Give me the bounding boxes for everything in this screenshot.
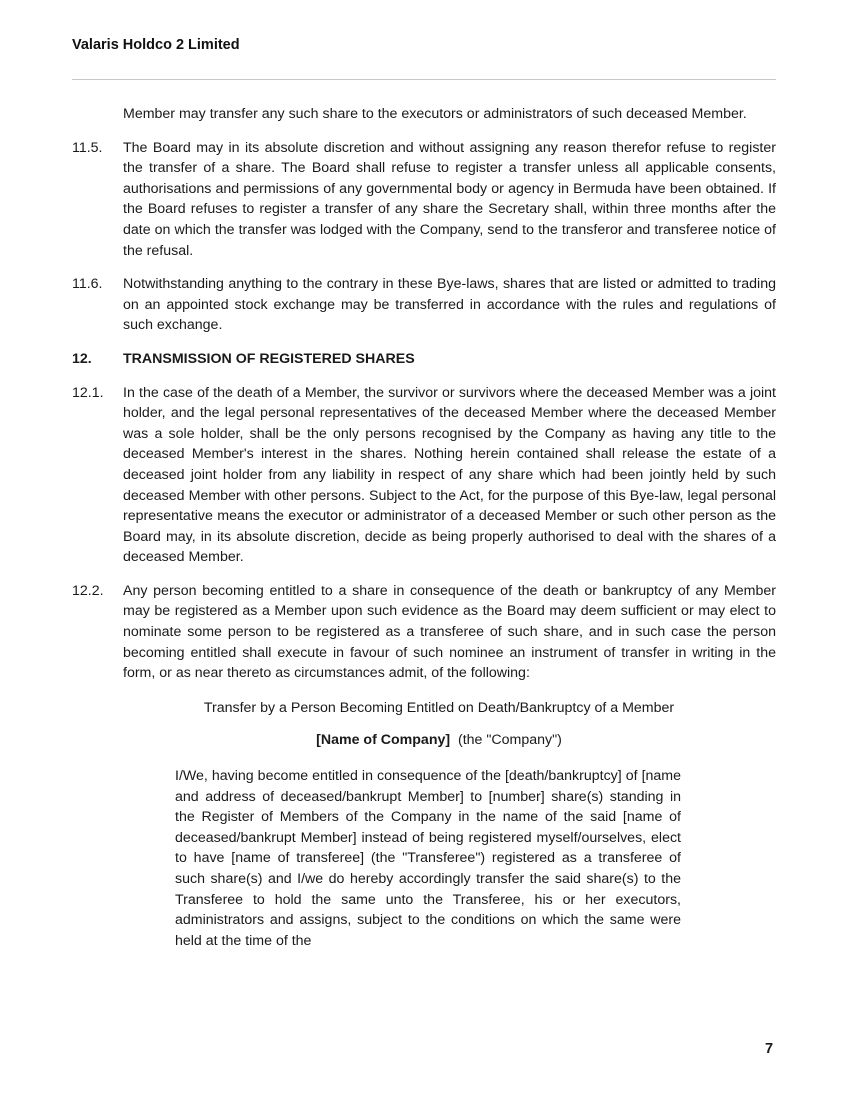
paragraph-number: 11.6. [72, 276, 103, 293]
paragraph-text: Notwithstanding anything to the contrary in these Bye-laws, shares that are listed or admitted to trading on an appointed stock exchange may be transferred in accordance with the rules and regulations of such exchange. [123, 276, 776, 334]
header-divider [72, 79, 776, 80]
paragraph-number: 12.1. [72, 384, 104, 401]
form-company-suffix: (the "Company") [458, 732, 562, 749]
document-header: Valaris Holdco 2 Limited [72, 37, 240, 53]
paragraph-text: Any person becoming entitled to a share in consequence of the death or bankruptcy of any Member may be registered as a Member upon such evidence as the Board may deem sufficient or may elect to nominate some person to be registered as a transferee of such share, and in such case the person becoming entitled shall execute in favour of such nominee an instrument of transfer in writing in the form, or as near thereto as circumstances admit, of the following: [123, 582, 776, 682]
paragraph-text: In the case of the death of a Member, the survivor or survivors where the deceased Member was a joint holder, and the legal personal representatives of the deceased Member where the deceased Member was a sole holder, shall be the only persons recognised by the Company as having any title to the deceased Member's interest in the shares. Nothing herein contained shall release the estate of a deceased joint holder from any liability in respect of any share which had been jointly held by such deceased Member with other persons. Subject to the Act, for the purpose of this Bye-law, legal personal representative means the executor or administrator of a deceased Member or such other person as the Board may, in its absolute discretion, decide as being properly authorised to deal with the shares of a deceased Member. [123, 384, 776, 566]
form-title: Transfer by a Person Becoming Entitled on Death/Bankruptcy of a Member [203, 699, 675, 716]
form-body: I/We, having become entitled in consequence of the [death/bankruptcy] of [name and address of deceased/bankrupt Member] to [number] share(s) standing in the Register of Members of the Company in the name of the said [name of deceased/bankrupt Member] instead of being registered myself/ourselves, elect to have [name of transferee] (the "Transferee") registered as a transferee of such share(s) and I/we do hereby accordingly transfer the said share(s) to the Transferee to hold the same unto the Transferee, his or her executors, administrators and assigns, subject to the conditions on which the same were held at the time of the [175, 768, 681, 949]
paragraph-12-2 [72, 581, 776, 684]
paragraph-number: 11.5. [72, 139, 103, 156]
section-number: 12. [72, 350, 92, 367]
section-heading [72, 349, 776, 370]
form-company-name: [Name of Company] [316, 732, 451, 749]
paragraph-12-1 [72, 383, 776, 568]
page-number: 7 [765, 1041, 774, 1057]
paragraph-11-5 [72, 138, 776, 262]
paragraph-11-6 [72, 274, 776, 336]
paragraph-continuation [72, 104, 776, 125]
paragraph-text: Member may transfer any such share to the executors or administrators of such deceased Member. [123, 106, 747, 122]
section-title: TRANSMISSION OF REGISTERED SHARES [123, 350, 415, 367]
document-body [72, 104, 776, 951]
form-company-line [72, 730, 776, 751]
paragraph-text: The Board may in its absolute discretion and without assigning any reason therefor refuse to register the transfer of a share. The Board shall refuse to register a transfer unless all applicable consents, authorisations and permissions of any governmental body or agency in Bermuda have been obtained. If the Board refuses to register a transfer of any share the Secretary shall, within three months after the date on which the transfer was lodged with the Company, send to the transferor and transferee notice of the refusal. [123, 139, 776, 259]
paragraph-number: 12.2. [72, 582, 104, 599]
paragraph-number [72, 104, 123, 125]
